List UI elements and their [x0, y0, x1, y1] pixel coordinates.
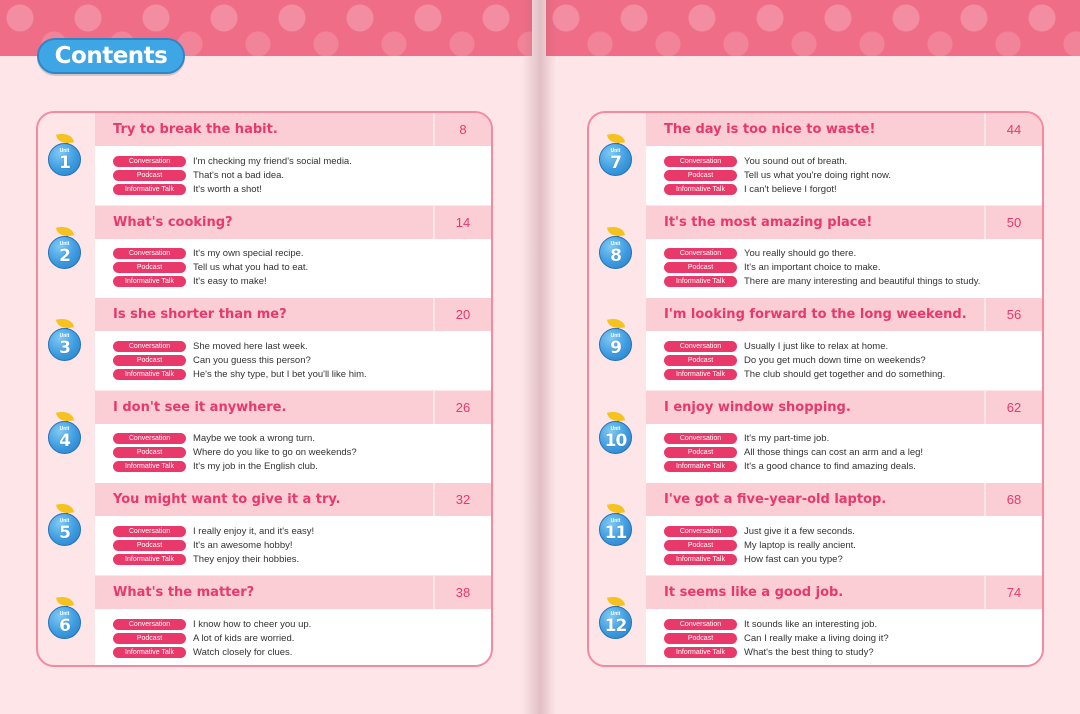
unit-number: 2	[59, 245, 70, 266]
unit-title: I've got a five-year-old laptop.	[664, 492, 887, 508]
unit-entry[interactable]	[589, 298, 1042, 390]
informative-talk-tag: Informative Talk	[113, 276, 186, 287]
conversation-tag: Conversation	[113, 619, 186, 630]
podcast-tag: Podcast	[113, 540, 186, 551]
section-conversation[interactable]	[113, 525, 314, 537]
unit-label: Unit	[610, 148, 621, 154]
unit-sections	[646, 424, 1042, 483]
section-informative-talk[interactable]	[664, 276, 980, 288]
unit-label: Unit	[59, 333, 70, 340]
conversation-tag: Conversation	[664, 248, 737, 259]
conversation-text: Maybe we took a wrong turn.	[193, 433, 315, 445]
podcast-text: All those things can cost an arm and a leg!	[744, 447, 924, 459]
conversation-tag: Conversation	[113, 248, 186, 259]
section-podcast[interactable]	[664, 447, 923, 459]
unit-title: I'm looking forward to the long weekend.	[664, 307, 967, 323]
unit-page-number: 20	[433, 298, 491, 331]
section-podcast[interactable]	[664, 539, 856, 551]
section-podcast[interactable]	[664, 354, 926, 366]
informative-talk-tag: Informative Talk	[113, 554, 186, 565]
informative-talk-text: They enjoy their hobbies.	[193, 553, 300, 565]
unit-title-bar	[646, 391, 1042, 424]
informative-talk-text: He's the shy type, but I bet you'll like him.	[193, 368, 367, 380]
section-conversation[interactable]	[664, 340, 888, 352]
unit-title: I don't see it anywhere.	[113, 399, 287, 415]
informative-talk-tag: Informative Talk	[113, 647, 186, 658]
unit-title: You might want to give it a try.	[113, 492, 341, 508]
unit-title-bar	[95, 483, 491, 516]
unit-badge-icon	[48, 226, 84, 272]
informative-talk-tag: Informative Talk	[113, 461, 186, 472]
conversation-tag: Conversation	[113, 156, 186, 167]
unit-badge-icon	[599, 411, 635, 457]
informative-talk-tag: Informative Talk	[113, 184, 186, 195]
section-conversation[interactable]	[113, 248, 304, 260]
unit-entry[interactable]	[589, 391, 1042, 483]
book-spine	[522, 0, 556, 714]
podcast-text: Tell us what you're doing right now.	[744, 169, 892, 181]
unit-label: Unit	[610, 240, 621, 247]
unit-label: Unit	[59, 518, 70, 525]
conversation-text: Just give it a few seconds.	[744, 525, 855, 537]
unit-page-number: 32	[433, 483, 491, 516]
unit-number: 10	[604, 430, 627, 451]
conversation-tag: Conversation	[664, 156, 737, 167]
conversation-text: It's my part-time job.	[744, 433, 830, 445]
unit-number: 3	[59, 338, 70, 359]
informative-talk-text: It's a good chance to find amazing deals.	[744, 461, 916, 473]
podcast-text: That's not a bad idea.	[193, 169, 285, 181]
unit-badge-icon	[599, 133, 635, 179]
unit-sections	[646, 516, 1042, 575]
unit-sections	[95, 424, 491, 483]
podcast-tag: Podcast	[113, 355, 186, 366]
unit-title-bar	[646, 576, 1042, 609]
podcast-text: Can I really make a living doing it?	[744, 632, 889, 644]
unit-sections	[646, 609, 1042, 667]
unit-page-number: 38	[433, 576, 491, 609]
section-podcast[interactable]	[664, 169, 891, 181]
podcast-tag: Podcast	[664, 170, 737, 181]
podcast-tag: Podcast	[113, 633, 186, 644]
section-informative-talk[interactable]	[664, 553, 843, 565]
unit-number: 8	[610, 245, 621, 266]
informative-talk-text: It's easy to make!	[193, 276, 267, 288]
section-conversation[interactable]	[664, 155, 847, 167]
podcast-text: Tell us what you had to eat.	[193, 262, 309, 274]
unit-sections	[95, 146, 491, 205]
unit-page-number: 68	[984, 483, 1042, 516]
conversation-text: It's my own special recipe.	[193, 248, 304, 260]
informative-talk-tag: Informative Talk	[664, 647, 737, 658]
podcast-text: Can you guess this person?	[193, 354, 311, 366]
unit-number: 9	[610, 338, 621, 359]
unit-title-bar	[646, 298, 1042, 331]
unit-title: What's the matter?	[113, 585, 255, 600]
informative-talk-text: The club should get together and do something.	[744, 368, 946, 380]
unit-number: 5	[59, 523, 70, 544]
conversation-tag: Conversation	[664, 433, 737, 444]
podcast-text: Do you get much down time on weekends?	[744, 354, 926, 366]
unit-number: 12	[604, 616, 627, 636]
conversation-tag: Conversation	[113, 433, 186, 444]
podcast-tag: Podcast	[113, 262, 186, 273]
unit-title-bar	[646, 113, 1042, 146]
unit-page-number: 44	[984, 113, 1042, 146]
unit-number: 6	[59, 616, 70, 636]
unit-badge-icon	[48, 133, 84, 179]
podcast-text: A lot of kids are worried.	[193, 632, 295, 644]
unit-badge-icon	[599, 503, 635, 549]
section-informative-talk[interactable]	[113, 183, 262, 195]
podcast-text: Where do you like to go on weekends?	[193, 447, 357, 459]
unit-page-number: 14	[433, 206, 491, 239]
conversation-text: She moved here last week.	[193, 340, 308, 352]
section-podcast[interactable]	[113, 447, 357, 459]
unit-title-bar	[95, 206, 491, 239]
section-informative-talk[interactable]	[664, 646, 874, 658]
unit-label: Unit	[610, 611, 621, 617]
unit-number: 7	[610, 153, 621, 173]
conversation-tag: Conversation	[113, 526, 186, 537]
unit-entry[interactable]	[38, 391, 491, 483]
podcast-tag: Podcast	[664, 447, 737, 458]
unit-title: It seems like a good job.	[664, 585, 844, 600]
informative-talk-tag: Informative Talk	[113, 369, 186, 380]
podcast-tag: Podcast	[664, 540, 737, 551]
unit-sections	[95, 239, 491, 298]
podcast-tag: Podcast	[664, 633, 737, 644]
unit-label: Unit	[59, 611, 70, 617]
section-informative-talk[interactable]	[113, 553, 299, 565]
conversation-text: I really enjoy it, and it's easy!	[193, 525, 315, 537]
podcast-tag: Podcast	[113, 170, 186, 181]
unit-title: Is she shorter than me?	[113, 307, 287, 323]
conversation-tag: Conversation	[113, 341, 186, 352]
unit-badge-icon	[599, 318, 635, 364]
informative-talk-text: There are many interesting and beautiful things to study.	[744, 276, 981, 288]
unit-badge-icon	[48, 411, 84, 457]
informative-talk-text: It's my job in the English club.	[193, 461, 318, 473]
unit-label: Unit	[610, 518, 621, 525]
unit-label: Unit	[59, 240, 70, 247]
section-podcast[interactable]	[113, 632, 294, 644]
podcast-text: It's an awesome hobby!	[193, 539, 293, 551]
podcast-text: My laptop is really ancient.	[744, 539, 856, 551]
section-informative-talk[interactable]	[113, 276, 267, 288]
unit-entry[interactable]	[589, 206, 1042, 298]
section-podcast[interactable]	[113, 262, 308, 274]
unit-title-bar	[95, 298, 491, 331]
unit-title-bar	[95, 576, 491, 609]
informative-talk-text: What's the best thing to study?	[744, 646, 874, 658]
unit-title-bar	[646, 206, 1042, 239]
unit-title-bar	[95, 391, 491, 424]
contents-panel-right	[587, 111, 1044, 667]
unit-page-number: 56	[984, 298, 1042, 331]
unit-sections	[95, 516, 491, 575]
podcast-tag: Podcast	[664, 355, 737, 366]
section-conversation[interactable]	[113, 340, 308, 352]
unit-badge-icon	[48, 503, 84, 549]
page-title: Contents	[37, 38, 185, 74]
section-informative-talk[interactable]	[113, 368, 367, 380]
section-conversation[interactable]	[113, 433, 315, 445]
unit-label: Unit	[610, 333, 621, 340]
unit-title: Try to break the habit.	[113, 122, 278, 137]
podcast-tag: Podcast	[664, 262, 737, 273]
unit-badge-icon	[599, 596, 635, 642]
section-conversation[interactable]	[664, 618, 877, 630]
section-podcast[interactable]	[113, 169, 284, 181]
unit-sections	[95, 331, 491, 390]
section-informative-talk[interactable]	[664, 368, 945, 380]
informative-talk-tag: Informative Talk	[664, 369, 737, 380]
unit-entry[interactable]	[589, 113, 1042, 205]
unit-number: 4	[59, 430, 70, 451]
section-podcast[interactable]	[113, 354, 311, 366]
unit-label: Unit	[59, 425, 70, 432]
section-conversation[interactable]	[113, 618, 311, 630]
conversation-text: You sound out of breath.	[744, 155, 848, 167]
unit-badge-icon	[599, 226, 635, 272]
unit-sections	[646, 146, 1042, 205]
informative-talk-text: I can't believe I forgot!	[744, 183, 837, 195]
conversation-tag: Conversation	[664, 341, 737, 352]
conversation-text: You really should go there.	[744, 248, 857, 260]
unit-title: The day is too nice to waste!	[664, 122, 876, 137]
conversation-tag: Conversation	[664, 526, 737, 537]
unit-page-number: 26	[433, 391, 491, 424]
unit-entry[interactable]	[38, 483, 491, 575]
contents-panel-left	[36, 111, 493, 667]
unit-entry[interactable]	[38, 576, 491, 667]
section-informative-talk[interactable]	[664, 461, 916, 473]
unit-page-number: 8	[433, 113, 491, 146]
informative-talk-tag: Informative Talk	[664, 461, 737, 472]
header-banner-right	[546, 0, 1080, 56]
unit-page-number: 62	[984, 391, 1042, 424]
unit-sections	[646, 331, 1042, 390]
conversation-text: I'm checking my friend's social media.	[193, 155, 352, 167]
unit-page-number: 50	[984, 206, 1042, 239]
unit-number: 11	[604, 523, 627, 544]
unit-badge-icon	[48, 596, 84, 642]
unit-sections	[646, 239, 1042, 298]
unit-title-bar	[646, 483, 1042, 516]
unit-label: Unit	[610, 425, 621, 432]
unit-title-bar	[95, 113, 491, 146]
informative-talk-text: Watch closely for clues.	[193, 646, 293, 658]
section-conversation[interactable]	[113, 155, 352, 167]
section-podcast[interactable]	[113, 539, 293, 551]
section-podcast[interactable]	[664, 632, 889, 644]
section-conversation[interactable]	[664, 433, 829, 445]
unit-title: What's cooking?	[113, 214, 233, 230]
informative-talk-text: It's worth a shot!	[193, 183, 262, 195]
section-informative-talk[interactable]	[664, 183, 837, 195]
informative-talk-tag: Informative Talk	[664, 554, 737, 565]
unit-title: I enjoy window shopping.	[664, 399, 851, 415]
informative-talk-tag: Informative Talk	[664, 184, 737, 195]
podcast-text: It's an important choice to make.	[744, 262, 881, 274]
section-conversation[interactable]	[664, 525, 855, 537]
unit-title: It's the most amazing place!	[664, 214, 873, 230]
unit-number: 1	[59, 153, 70, 173]
section-informative-talk[interactable]	[113, 646, 292, 658]
section-conversation[interactable]	[664, 248, 856, 260]
unit-entry[interactable]	[589, 483, 1042, 575]
informative-talk-tag: Informative Talk	[664, 276, 737, 287]
unit-entry[interactable]	[38, 206, 491, 298]
unit-page-number: 74	[984, 576, 1042, 609]
informative-talk-text: How fast can you type?	[744, 553, 843, 565]
podcast-tag: Podcast	[113, 447, 186, 458]
unit-label: Unit	[59, 148, 70, 154]
unit-sections	[95, 609, 491, 667]
section-informative-talk[interactable]	[113, 461, 318, 473]
conversation-text: Usually I just like to relax at home.	[744, 340, 889, 352]
conversation-text: I know how to cheer you up.	[193, 618, 312, 630]
unit-entry[interactable]	[38, 298, 491, 390]
conversation-text: It sounds like an interesting job.	[744, 618, 878, 630]
conversation-tag: Conversation	[664, 619, 737, 630]
unit-badge-icon	[48, 318, 84, 364]
section-podcast[interactable]	[664, 262, 880, 274]
unit-entry[interactable]	[38, 113, 491, 205]
unit-entry[interactable]	[589, 576, 1042, 667]
